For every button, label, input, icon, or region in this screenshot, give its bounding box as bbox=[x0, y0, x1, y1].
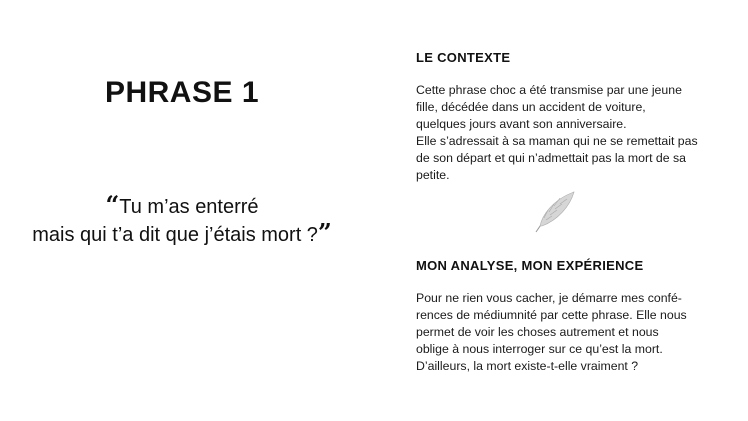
analysis-line: permet de voir les choses autrement et nous bbox=[416, 325, 659, 339]
quote-block bbox=[0, 192, 364, 248]
analysis-line: D’ailleurs, la mort existe-t-elle vraiment ? bbox=[416, 359, 639, 373]
quote-line-2: mais qui t’a dit que j’étais mort ?” bbox=[32, 218, 332, 247]
context-line: quelques jours avant son anniversaire. bbox=[416, 117, 627, 131]
context-line: Cette phrase choc a été transmise par une jeune bbox=[416, 83, 682, 97]
feather-icon bbox=[530, 186, 580, 236]
analysis-line: Pour ne rien vous cacher, je démarre mes confé- bbox=[416, 291, 682, 305]
context-line: fille, décédée dans un accident de voiture, bbox=[416, 100, 646, 114]
quote-line-1: “Tu m’as enterré bbox=[105, 190, 259, 219]
analysis-line: oblige à nous interroger sur ce qu’est la mort. bbox=[416, 342, 663, 356]
context-heading: LE CONTEXTE bbox=[416, 50, 511, 65]
analysis-line: rences de médiumnité par cette phrase. Elle nous bbox=[416, 308, 687, 322]
context-line: de son départ et qui n’admettait pas la mort de sa bbox=[416, 151, 687, 165]
analysis-heading: MON ANALYSE, MON EXPÉRIENCE bbox=[416, 258, 644, 273]
open-quote-mark: “ bbox=[105, 190, 120, 219]
context-line: Elle s’adressait à sa maman qui ne se remettait pas bbox=[416, 134, 698, 148]
page-title: PHRASE 1 bbox=[104, 76, 260, 109]
analysis-paragraph bbox=[416, 290, 706, 375]
context-paragraph bbox=[416, 82, 706, 184]
close-quote-mark: ” bbox=[317, 218, 332, 247]
context-line: petite. bbox=[416, 168, 450, 182]
